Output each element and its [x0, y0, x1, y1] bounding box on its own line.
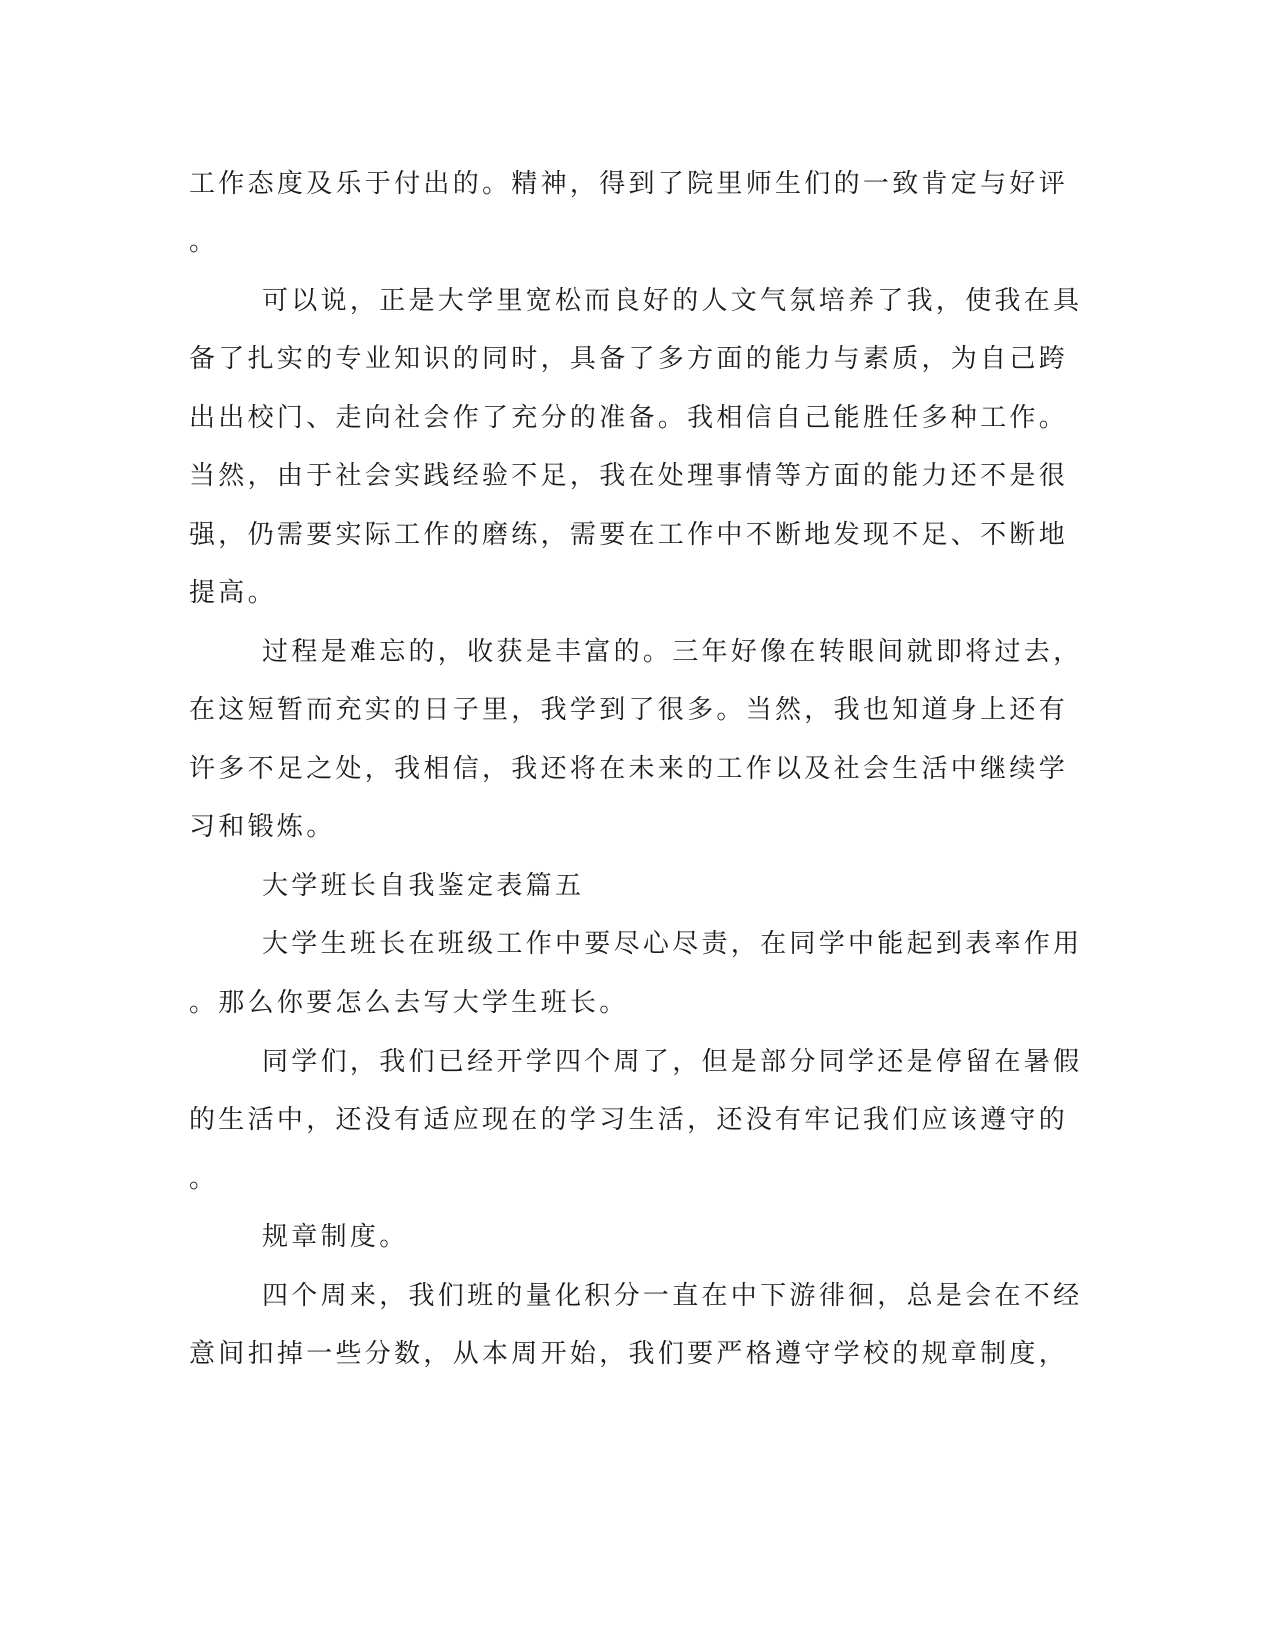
- text-line: 工作态度及乐于付出的。精神，得到了院里师生们的一致肯定与好评: [189, 169, 1069, 199]
- text-line: 当然，由于社会实践经验不足，我在处理事情等方面的能力还不是很: [189, 461, 1069, 491]
- paragraph-first-line: 同学们，我们已经开学四个周了，但是部分同学还是停留在暑假: [262, 1047, 1083, 1077]
- text-line: 提高。: [189, 578, 277, 608]
- text-line: 强，仍需要实际工作的磨练，需要在工作中不断地发现不足、不断地: [189, 520, 1069, 550]
- text-line: 。那么你要怎么去写大学生班长。: [189, 988, 629, 1018]
- text-line: 意间扣掉一些分数，从本周开始，我们要严格遵守学校的规章制度，: [189, 1339, 1069, 1369]
- text-line: 。: [189, 1164, 219, 1194]
- text-line: 的生活中，还没有适应现在的学习生活，还没有牢记我们应该遵守的: [189, 1105, 1069, 1135]
- text-line: 出出校门、走向社会作了充分的准备。我相信自己能胜任多种工作。: [189, 403, 1069, 433]
- paragraph-first-line: 可以说，正是大学里宽松而良好的人文气氛培养了我，使我在具: [262, 286, 1083, 316]
- paragraph-first-line: 规章制度。: [262, 1222, 409, 1252]
- paragraph-first-line: 四个周来，我们班的量化积分一直在中下游徘徊，总是会在不经: [262, 1281, 1083, 1311]
- text-line: 。: [189, 227, 219, 257]
- section-heading: 大学班长自我鉴定表篇五: [262, 871, 585, 901]
- paragraph-first-line: 大学生班长在班级工作中要尽心尽责，在同学中能起到表率作用: [262, 929, 1083, 959]
- paragraph-first-line: 过程是难忘的，收获是丰富的。三年好像在转眼间就即将过去，: [262, 637, 1083, 667]
- text-line: 备了扎实的专业知识的同时，具备了多方面的能力与素质，为自己跨: [189, 344, 1069, 374]
- text-line: 习和锻炼。: [189, 812, 336, 842]
- text-line: 在这短暂而充实的日子里，我学到了很多。当然，我也知道身上还有: [189, 695, 1069, 725]
- text-line: 许多不足之处，我相信，我还将在未来的工作以及社会生活中继续学: [189, 754, 1069, 784]
